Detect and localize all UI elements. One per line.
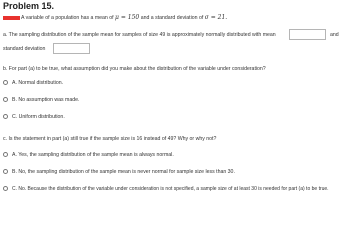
part-b-option-a-label: A. Normal distribution. [12, 80, 64, 86]
part-c-option-b-radio[interactable] [3, 169, 8, 174]
part-c-question: c. Is the statement in part (a) still true if the sample size is 16 instead of 49? Why or why not? [3, 136, 217, 142]
part-b-option-b-radio[interactable] [3, 97, 8, 102]
intro-text: A variable of a population has a mean of [21, 15, 114, 21]
part-c-option-c-radio[interactable] [3, 186, 8, 191]
problem-statement [3, 14, 227, 21]
sd-answer-input[interactable] [53, 43, 90, 54]
problem-title: Problem 15. [3, 1, 55, 11]
part-b-option-b-label: B. No assumption was made. [12, 97, 80, 103]
part-c-option-a-label: A. Yes, the sampling distribution of the sample mean is always normal. [12, 152, 174, 158]
part-b-option-c-radio[interactable] [3, 114, 8, 119]
and-label: and [330, 32, 339, 38]
part-b-question: b. For part (a) to be true, what assumption did you make about the distribution of the variable under consideration? [3, 66, 266, 72]
part-b-option-a-radio[interactable] [3, 80, 8, 85]
mean-expression: μ = 150 [115, 14, 140, 21]
part-c-option-b-label: B. No, the sampling distribution of the sample mean is never normal for sample size less than 30. [12, 169, 235, 175]
mean-answer-input[interactable] [289, 29, 326, 40]
sigma-expression: σ = 21. [204, 14, 228, 21]
part-a-question: a. The sampling distribution of the sample mean for samples of size 49 is approximately normally distributed with mean [3, 32, 276, 38]
part-c-option-a-radio[interactable] [3, 152, 8, 157]
highlight-mark [3, 16, 20, 20]
standard-deviation-label: standard deviation [3, 46, 46, 52]
part-c-option-c-label: C. No. Because the distribution of the variable under consideration is not specified, a sample size of at least 30 is needed for part (a) to be true. [12, 186, 329, 192]
part-b-option-c-label: C. Uniform distribution. [12, 114, 65, 120]
intro-mid-text: and a standard deviation of [140, 15, 204, 21]
